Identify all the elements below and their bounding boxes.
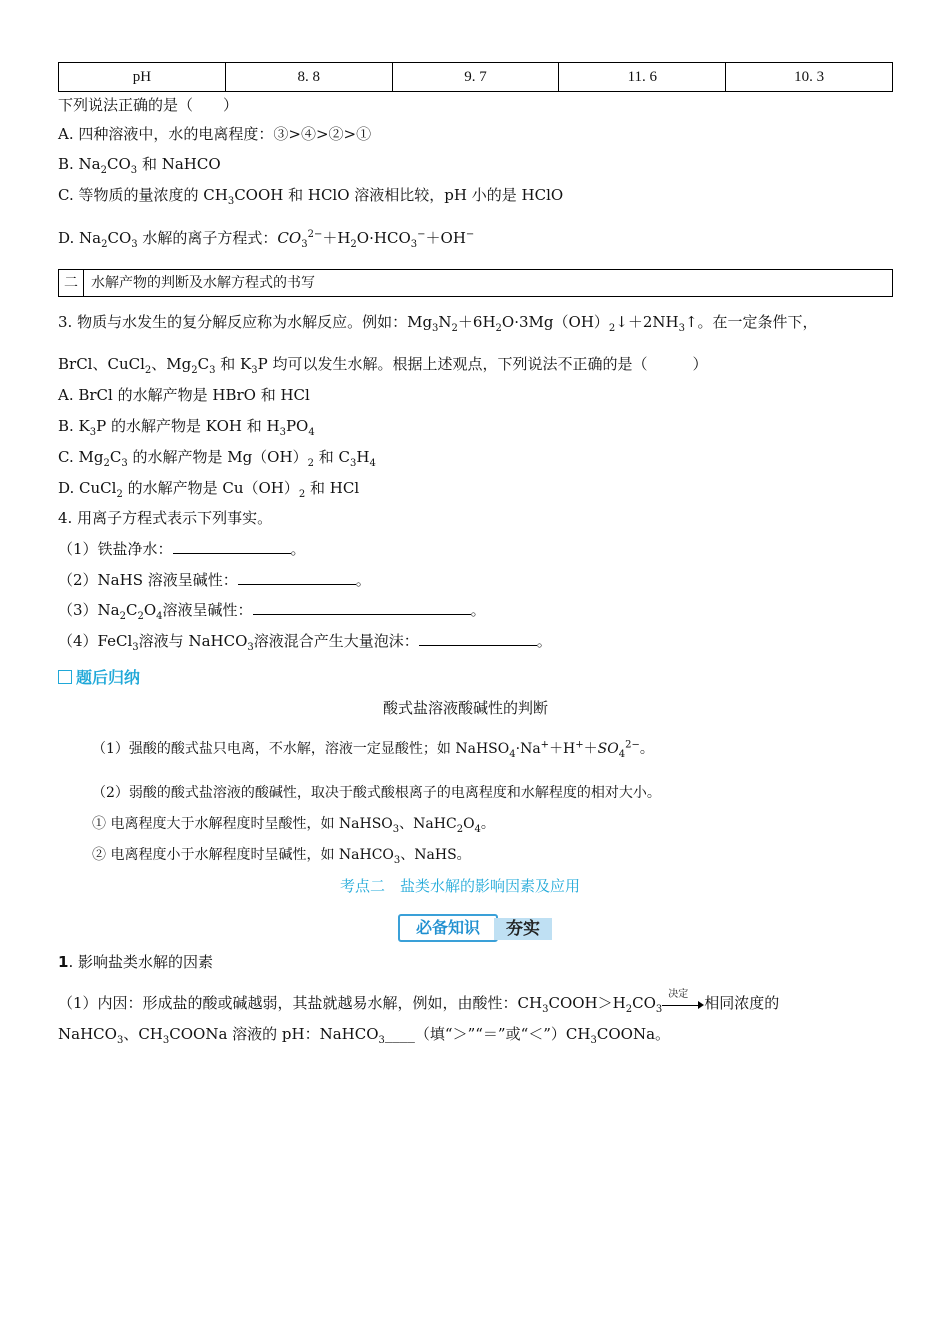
q3-option-d: D. CuCl$_2$ 的水解产物是 $Cu(OH)_2$ 和 HCl [58,479,360,500]
answer-blank[interactable] [173,539,291,554]
answer-blank[interactable] [253,600,471,615]
question-3-line1: 3. 物质与水发生的复分解反应称为水解反应。例如：$Mg_3N_2+6H_2O\cdot 3Mg(OH)_2↓+2NH_3↑$。在一定条件下， [58,313,818,334]
option-d: D. $Na_2CO_3$ 水解的离子方程式：$CO_3^{2-}+H_2O\cdot HCO_3^-+OH^-$ [58,229,475,250]
checkbox-icon [58,670,72,684]
q3-option-b: B. $K_3P$ 的水解产物是 KOH 和 $H_3PO_4$ [58,417,315,438]
table-cell: 9. 7 [392,63,559,92]
paragraph-1-line2: NaHCO$_3$、$CH_3COONa$ 溶液的 pH：NaHCO$_3$____（填“＞”“＝”或“$<”)CH_3COONa$。 [58,1025,671,1046]
document-page [58,62,893,1046]
q4-item-3: $(3)Na_2C_2O_4$溶液呈碱性： 。 [58,601,486,622]
q4-item-1: （1）铁盐净水： 。 [58,540,306,558]
summary-label: 题后归纳 [58,668,140,688]
table-cell: pH [59,63,226,92]
answer-blank[interactable] [419,631,537,646]
banner-right: 夯实 [494,918,552,940]
paragraph-1-line1: （1）内因：形成盐的酸或碱越弱，其盐就越易水解，例如，由酸性：$CH_3COOH>H_2CO_3$ 决定 相同浓度的 [58,989,780,1015]
banner-left: 必备知识 [398,914,498,942]
option-b: B. $Na_2CO_3$ 和 NaHCO [58,155,221,176]
section-header [58,269,893,297]
question-prompt: 下列说法正确的是（ ） [58,96,239,114]
answer-blank[interactable] [238,570,356,585]
summary-point-4: ② 电离程度小于水解程度时呈碱性，如 NaHCO$_3$、NaHS。 [92,847,471,866]
q3-option-a: A. BrCl 的水解产物是 HBrO 和 HCl [58,386,310,404]
q3-option-c: C. $Mg_2C_3$ 的水解产物是 $Mg(OH)_2$ 和 $C_3H_4$ [58,448,376,469]
q4-item-4: （4）FeCl$_3$溶液与 NaHCO$_3$溶液混合产生大量泡沫： 。 [58,632,552,653]
summary-point-2: （2）弱酸的酸式盐溶液的酸碱性，取决于酸式酸根离子的电离程度和水解程度的相对大小。 [92,785,661,801]
table-cell: 11. 6 [559,63,726,92]
option-a: A. 四种溶液中，水的电离程度：③>④>②>① [58,125,372,143]
table-cell: 8. 8 [225,63,392,92]
ph-table [58,62,893,92]
section-number: 二 [59,270,84,296]
knowledge-banner [398,912,550,942]
question-4: 4. 用离子方程式表示下列事实。 [58,509,273,527]
summary-point-1: （1）强酸的酸式盐只电离，不水解，溶液一定显酸性；如 $NaHSO_4\cdot Na^++H^++SO_4^{2-}$。 [92,739,654,760]
summary-point-3: ① 电离程度大于水解程度时呈酸性，如 NaHSO$_3$、$NaHC_2O_4$。 [92,816,495,835]
question-3-line2: BrCl、CuCl$_2$、$Mg_2C_3$ 和 $K_3P$ 均可以发生水解。根据上述观点，下列说法不正确的是（ ） [58,355,708,376]
arrow-icon: 决定 [662,997,704,1011]
summary-title: 酸式盐溶液酸碱性的判断 [383,699,549,717]
table-cell: 10. 3 [726,63,893,92]
kaodian-title: 考点二 盐类水解的影响因素及应用 [340,877,581,895]
heading-1: 1. 影响盐类水解的因素 [58,953,213,971]
option-c: C. 等物质的量浓度的 $CH_3COOH$ 和 HClO 溶液相比较，pH 小的是 HClO [58,186,564,207]
q4-item-2: （2）NaHS 溶液呈碱性： 。 [58,571,371,589]
section-title: 水解产物的判断及水解方程式的书写 [91,275,315,291]
